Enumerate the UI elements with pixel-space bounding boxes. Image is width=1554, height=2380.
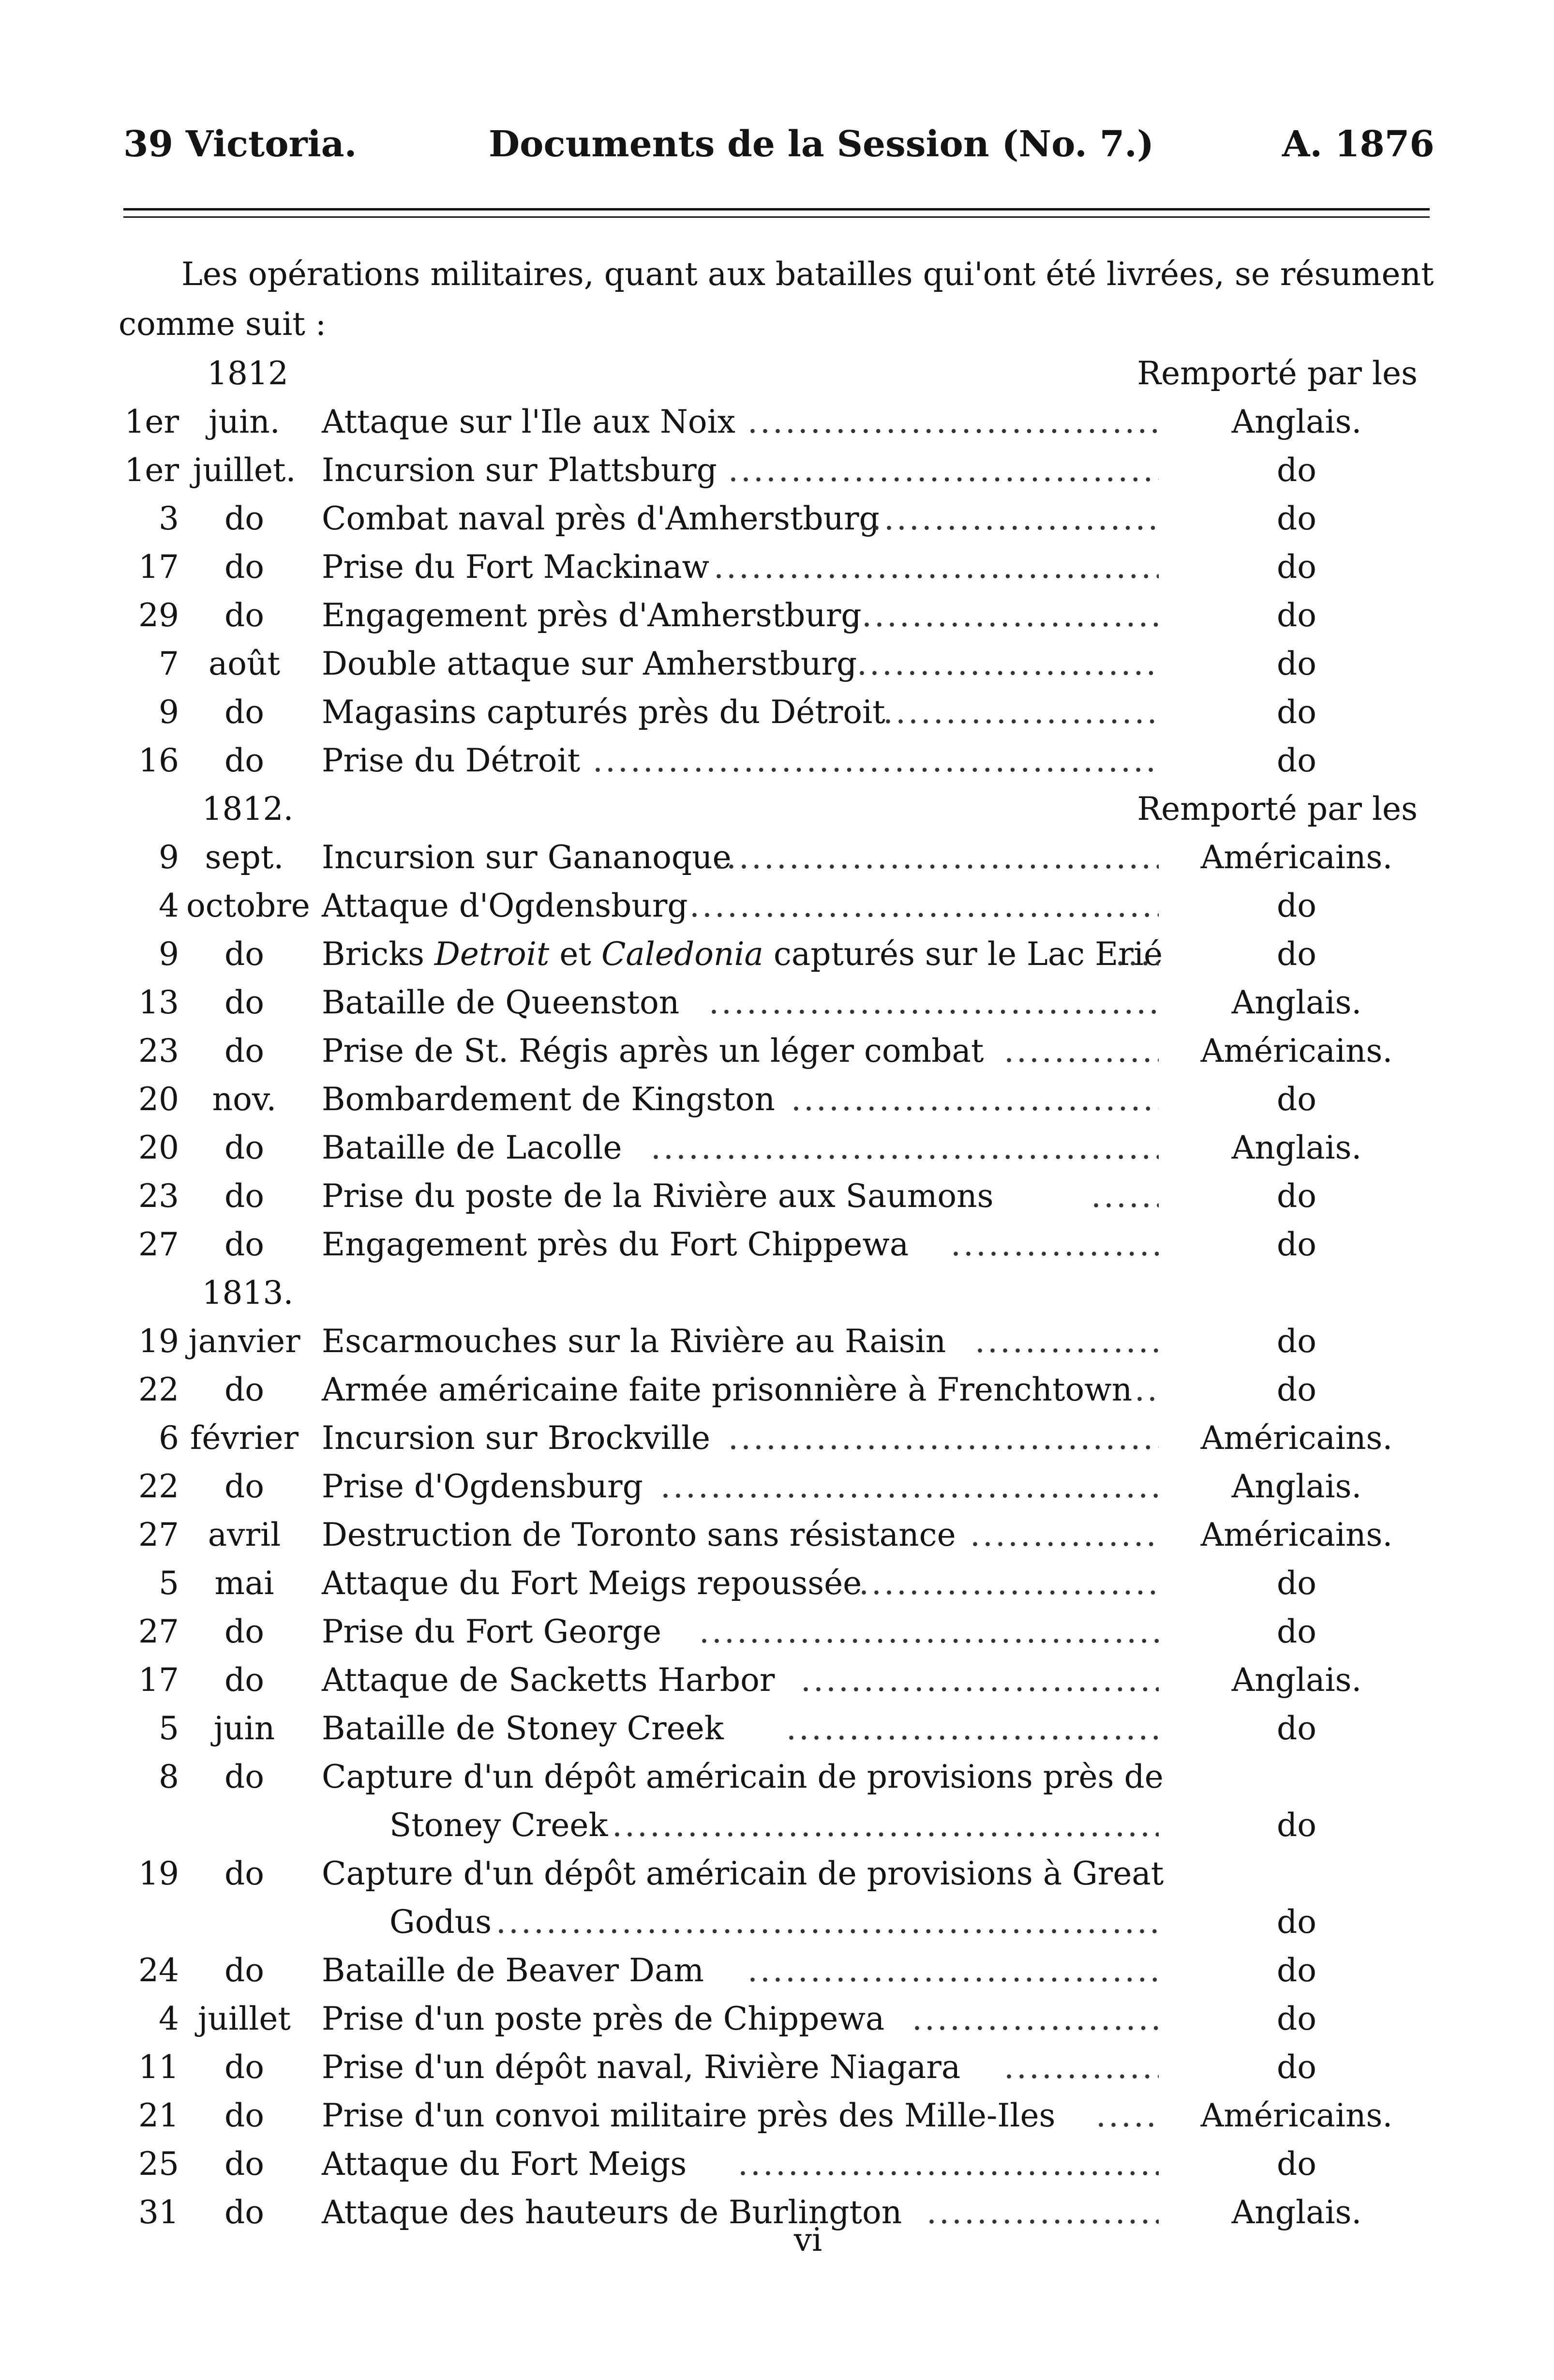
row-result: do — [1277, 1613, 1316, 1650]
row-day: 1er — [124, 403, 179, 440]
row-month: do — [224, 1758, 264, 1795]
running-header — [0, 123, 1554, 177]
dot-leader — [496, 1898, 1159, 1946]
row-month: do — [224, 1371, 264, 1408]
row-month: do — [224, 2145, 264, 2183]
row-month: do — [224, 2194, 264, 2231]
header-rule-thick — [123, 208, 1430, 211]
table-row — [0, 1317, 1554, 1366]
dot-leader — [883, 688, 1159, 737]
dot-leader — [1004, 2043, 1159, 2092]
page-number: vi — [793, 2221, 822, 2259]
table-row — [0, 543, 1554, 591]
row-day: 8 — [159, 1758, 179, 1795]
row-event: Destruction de Toronto sans résistance — [322, 1516, 956, 1553]
row-result: do — [1277, 693, 1316, 731]
row-day: 6 — [159, 1419, 179, 1457]
row-event: Prise du Fort George — [322, 1613, 662, 1650]
row-event: Attaque des hauteurs de Burlington — [322, 2194, 902, 2231]
row-day: 4 — [159, 887, 179, 924]
result-heading: Remporté par les — [1137, 790, 1418, 828]
dot-leader — [714, 833, 1159, 882]
row-event: Prise d'Ogdensburg — [322, 1468, 643, 1505]
row-month: nov. — [212, 1081, 277, 1118]
row-day: 17 — [138, 1661, 179, 1699]
row-result: do — [1277, 1903, 1316, 1941]
dot-leader — [951, 1220, 1159, 1269]
row-month: avril — [208, 1516, 281, 1553]
table-row — [0, 495, 1554, 543]
dot-leader — [975, 1317, 1159, 1366]
dot-leader — [714, 543, 1159, 591]
row-day: 21 — [138, 2097, 179, 2134]
header-year: A. 1876 — [1282, 123, 1434, 165]
section-year: 1812. — [202, 790, 294, 828]
table-row — [0, 2043, 1554, 2092]
section-heading — [0, 1269, 1554, 1317]
row-event: Attaque du Fort Meigs — [322, 2145, 687, 2183]
row-day: 16 — [138, 742, 179, 779]
row-event: Double attaque sur Amherstburg — [322, 645, 857, 682]
table-row — [0, 1850, 1554, 1898]
dot-leader — [926, 2188, 1159, 2237]
row-event: Bataille de Stoney Creek — [322, 1710, 724, 1747]
row-day: 19 — [138, 1323, 179, 1360]
row-event: Bataille de Beaver Dam — [322, 1952, 704, 1989]
row-month: do — [224, 1468, 264, 1505]
row-result: do — [1277, 1177, 1316, 1215]
row-result: Américains. — [1200, 1032, 1393, 1069]
result-heading: Remporté par les — [1137, 355, 1418, 392]
row-event: Incursion sur Plattsburg — [322, 452, 717, 489]
table-row — [0, 591, 1554, 640]
row-event: Magasins capturés près du Détroit — [322, 693, 885, 731]
row-day: 20 — [138, 1081, 179, 1118]
row-month: février — [190, 1419, 299, 1457]
row-month: do — [224, 2097, 264, 2134]
row-result: do — [1277, 1565, 1316, 1602]
table-row — [0, 1462, 1554, 1511]
table-row — [0, 1027, 1554, 1075]
row-result: do — [1277, 2000, 1316, 2037]
row-result: Anglais. — [1231, 1661, 1362, 1699]
row-month: janvier — [188, 1323, 300, 1360]
dot-leader — [859, 495, 1159, 543]
table-row-continuation — [0, 1898, 1554, 1946]
table-row — [0, 1511, 1554, 1559]
row-day: 13 — [138, 984, 179, 1021]
row-result: Américains. — [1200, 1419, 1393, 1457]
row-day: 27 — [138, 1226, 179, 1263]
row-month: do — [224, 2049, 264, 2086]
row-result: Anglais. — [1231, 984, 1362, 1021]
row-result: do — [1277, 645, 1316, 682]
row-result: do — [1277, 1371, 1316, 1408]
dot-leader — [747, 398, 1159, 446]
row-day: 3 — [159, 500, 179, 537]
row-event: Armée américaine faite prisonnière à Frenchtown — [322, 1371, 1133, 1408]
dot-leader — [786, 1704, 1159, 1753]
row-day: 5 — [159, 1710, 179, 1747]
row-day: 29 — [138, 597, 179, 634]
table-row — [0, 833, 1554, 882]
row-result: Anglais. — [1231, 1129, 1362, 1166]
row-month: do — [224, 984, 264, 1021]
table-row — [0, 930, 1554, 979]
row-day: 9 — [159, 693, 179, 731]
row-result: do — [1277, 548, 1316, 586]
header-volume: 39 Victoria. — [123, 123, 357, 165]
row-result: do — [1277, 935, 1316, 973]
row-event: Prise de St. Régis après un léger combat — [322, 1032, 984, 1069]
table-row — [0, 2092, 1554, 2140]
table-row — [0, 398, 1554, 446]
table-row — [0, 1172, 1554, 1220]
table-row — [0, 1656, 1554, 1704]
row-month: do — [224, 742, 264, 779]
row-month: sept. — [205, 839, 284, 876]
row-event: Prise du poste de la Rivière aux Saumons — [322, 1177, 994, 1215]
section-heading — [0, 785, 1554, 833]
table-row — [0, 640, 1554, 688]
row-result: do — [1277, 1226, 1316, 1263]
dot-leader — [747, 1946, 1159, 1995]
dot-leader — [912, 1995, 1159, 2043]
row-day: 20 — [138, 1129, 179, 1166]
row-month: juillet. — [193, 452, 296, 489]
dot-leader — [859, 1559, 1159, 1608]
row-day: 27 — [138, 1613, 179, 1650]
row-day: 9 — [159, 935, 179, 973]
row-day: 17 — [138, 548, 179, 586]
dot-leader — [699, 1608, 1159, 1656]
table-row — [0, 1995, 1554, 2043]
row-result: Américains. — [1200, 2097, 1393, 2134]
row-month: octobre — [186, 887, 310, 924]
row-result: do — [1277, 1081, 1316, 1118]
dot-leader — [970, 1511, 1159, 1559]
table-row-continuation — [0, 1801, 1554, 1850]
section-year: 1812 — [207, 355, 288, 392]
row-month: do — [224, 1661, 264, 1699]
row-day: 22 — [138, 1468, 179, 1505]
row-day: 22 — [138, 1371, 179, 1408]
row-result: do — [1277, 2145, 1316, 2183]
row-day: 24 — [138, 1952, 179, 1989]
event-text: Bricks — [322, 935, 434, 973]
row-month: do — [224, 597, 264, 634]
row-event: Engagement près du Fort Chippewa — [322, 1226, 909, 1263]
row-month: mai — [214, 1565, 274, 1602]
row-day: 27 — [138, 1516, 179, 1553]
row-day: 7 — [159, 645, 179, 682]
row-result: Américains. — [1200, 1516, 1393, 1553]
dot-leader — [1096, 2092, 1159, 2140]
row-result: do — [1277, 1952, 1316, 1989]
row-event: Capture d'un dépôt américain de provisions près de — [322, 1758, 1164, 1795]
row-event: Prise du Détroit — [322, 742, 581, 779]
row-event: Bataille de Queenston — [322, 984, 680, 1021]
row-event: Escarmouches sur la Rivière au Raisin — [322, 1323, 946, 1360]
row-day: 5 — [159, 1565, 179, 1602]
dot-leader — [660, 1462, 1159, 1511]
dot-leader — [801, 1656, 1159, 1704]
row-day: 1er — [124, 452, 179, 489]
table-row — [0, 882, 1554, 930]
row-day: 23 — [138, 1177, 179, 1215]
row-event: Attaque de Sacketts Harbor — [322, 1661, 775, 1699]
dot-leader — [738, 2140, 1159, 2188]
section-heading — [0, 349, 1554, 398]
row-event-continuation: Stoney Creek — [389, 1807, 608, 1844]
row-result: Anglais. — [1231, 403, 1362, 440]
row-event — [322, 930, 1163, 979]
row-result: do — [1277, 2049, 1316, 2086]
table-row — [0, 1753, 1554, 1801]
intro-paragraph: Les opérations militaires, quant aux batailles qui'ont été livrées, se résument comme suit : — [119, 256, 1434, 343]
row-month: do — [224, 500, 264, 537]
row-day: 9 — [159, 839, 179, 876]
event-text: capturés sur le Lac Erié — [763, 935, 1163, 973]
ship-name-caledonia: Caledonia — [601, 935, 763, 973]
dot-leader — [651, 1124, 1159, 1172]
header-rule-thin — [123, 216, 1430, 218]
row-event: Combat naval près d'Amherstburg — [322, 500, 880, 537]
row-event: Incursion sur Brockville — [322, 1419, 711, 1457]
row-month: do — [224, 935, 264, 973]
row-result: do — [1277, 597, 1316, 634]
row-month: do — [224, 1613, 264, 1650]
table-row — [0, 1124, 1554, 1172]
row-day: 31 — [138, 2194, 179, 2231]
row-month: do — [224, 548, 264, 586]
row-month: do — [224, 693, 264, 731]
row-month: do — [224, 1177, 264, 1215]
row-result: do — [1277, 887, 1316, 924]
row-event: Capture d'un dépôt américain de provisions à Great — [322, 1855, 1164, 1892]
dot-leader — [689, 882, 1159, 930]
table-row — [0, 446, 1554, 495]
row-event: Prise d'un convoi militaire près des Mille-Iles — [322, 2097, 1056, 2134]
row-month: juillet — [198, 2000, 291, 2037]
dot-leader — [1004, 1027, 1159, 1075]
row-day: 4 — [159, 2000, 179, 2037]
dot-leader — [791, 1075, 1159, 1124]
table-row — [0, 1414, 1554, 1462]
section-year: 1813. — [202, 1274, 294, 1311]
row-result: Anglais. — [1231, 1468, 1362, 1505]
table-row — [0, 1366, 1554, 1414]
table-row — [0, 1608, 1554, 1656]
row-month: do — [224, 1226, 264, 1263]
dot-leader — [1091, 1172, 1159, 1220]
row-event: Bombardement de Kingston — [322, 1081, 776, 1118]
dot-leader — [728, 446, 1159, 495]
row-result: do — [1277, 1807, 1316, 1844]
row-day: 11 — [138, 2049, 179, 2086]
dot-leader — [849, 591, 1159, 640]
row-event: Prise du Fort Mackinaw — [322, 548, 710, 586]
dot-leader — [612, 1801, 1159, 1850]
row-event: Prise d'un dépôt naval, Rivière Niagara — [322, 2049, 961, 2086]
row-event: Attaque sur l'Ile aux Noix — [322, 403, 735, 440]
table-row — [0, 688, 1554, 737]
table-row — [0, 737, 1554, 785]
row-month: do — [224, 1952, 264, 1989]
row-event-continuation: Godus — [389, 1903, 492, 1941]
row-day: 23 — [138, 1032, 179, 1069]
row-month: août — [208, 645, 281, 682]
table-row — [0, 1704, 1554, 1753]
dot-leader — [844, 640, 1159, 688]
table-row — [0, 1946, 1554, 1995]
row-day: 19 — [138, 1855, 179, 1892]
row-month: do — [224, 1855, 264, 1892]
table-row — [0, 1559, 1554, 1608]
event-text: et — [549, 935, 601, 973]
row-event: Attaque d'Ogdensburg — [322, 887, 688, 924]
row-month: do — [224, 1032, 264, 1069]
dot-leader — [728, 1414, 1159, 1462]
table-row — [0, 979, 1554, 1027]
row-result: Anglais. — [1231, 2194, 1362, 2231]
table-row — [0, 1220, 1554, 1269]
row-event: Bataille de Lacolle — [322, 1129, 622, 1166]
table-row — [0, 1075, 1554, 1124]
row-month: juin. — [209, 403, 280, 440]
row-result: Américains. — [1200, 839, 1393, 876]
row-event: Prise d'un poste près de Chippewa — [322, 2000, 885, 2037]
row-event: Incursion sur Gananoque — [322, 839, 732, 876]
dot-leader — [709, 979, 1159, 1027]
row-result: do — [1277, 500, 1316, 537]
dot-leader — [1135, 1366, 1159, 1414]
row-month: do — [224, 1129, 264, 1166]
dot-leader — [1115, 930, 1159, 979]
header-title: Documents de la Session (No. 7.) — [489, 123, 1154, 165]
row-event: Engagement près d'Amherstburg — [322, 597, 862, 634]
dot-leader — [593, 737, 1159, 785]
row-result: do — [1277, 742, 1316, 779]
row-day: 25 — [138, 2145, 179, 2183]
table-row — [0, 2140, 1554, 2188]
row-result: do — [1277, 452, 1316, 489]
row-month: juin — [213, 1710, 275, 1747]
row-result: do — [1277, 1323, 1316, 1360]
row-result: do — [1277, 1710, 1316, 1747]
ship-name-detroit: Detroit — [434, 935, 550, 973]
row-event: Attaque du Fort Meigs repoussée — [322, 1565, 862, 1602]
